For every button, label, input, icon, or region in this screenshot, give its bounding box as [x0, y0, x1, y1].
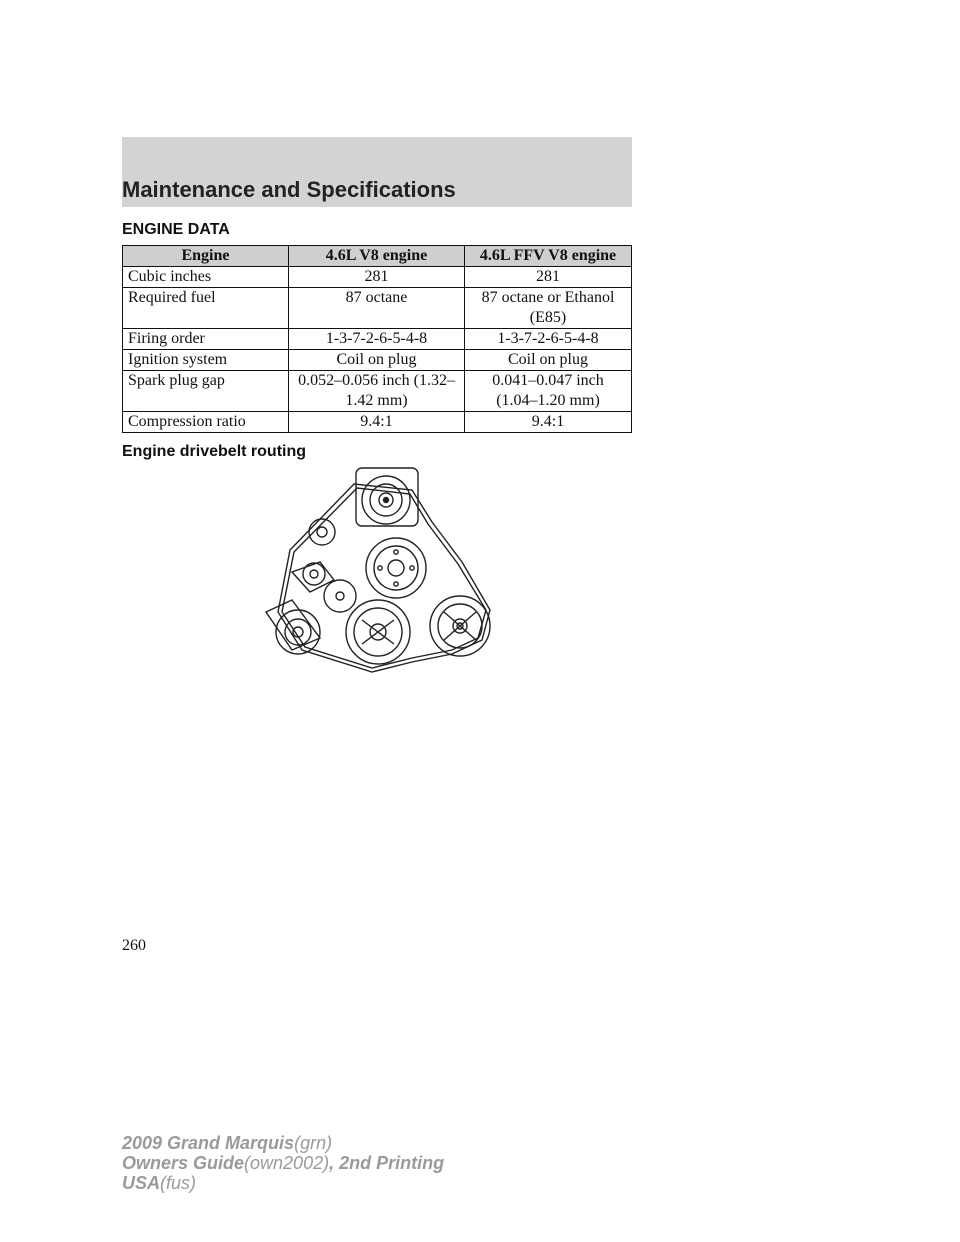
table-cell: 1-3-7-2-6-5-4-8: [465, 329, 632, 350]
table-cell: 0.041–0.047 inch (1.04–1.20 mm): [465, 371, 632, 412]
table-cell: 9.4:1: [289, 412, 465, 433]
idler-pulley-lower: [324, 580, 356, 612]
table-row: [123, 329, 632, 350]
table-cell: 281: [465, 267, 632, 288]
table-header-cell: 4.6L FFV V8 engine: [465, 246, 632, 267]
table-header-cell: Engine: [123, 246, 289, 267]
table-cell: 281: [289, 267, 465, 288]
table-row: [123, 412, 632, 433]
table-cell: Coil on plug: [289, 350, 465, 371]
table-cell: 1-3-7-2-6-5-4-8: [289, 329, 465, 350]
water-pump-pulley: [366, 538, 426, 598]
header-band: [122, 137, 632, 207]
footer-line-1: [122, 1133, 444, 1153]
table-cell: 0.052–0.056 inch (1.32–1.42 mm): [289, 371, 465, 412]
footer-line-3: [122, 1173, 444, 1193]
table-cell: Spark plug gap: [123, 371, 289, 412]
table-cell: Coil on plug: [465, 350, 632, 371]
document-footer: [122, 1133, 444, 1193]
page-header-title: Maintenance and Specifications: [122, 177, 456, 202]
table-cell: 9.4:1: [465, 412, 632, 433]
alternator-pulley: [356, 468, 418, 526]
footer-model: 2009 Grand Marquis: [122, 1133, 295, 1153]
table-header-row: [123, 246, 632, 267]
engine-data-table: [122, 245, 632, 433]
table-cell: Ignition system: [123, 350, 289, 371]
drivebelt-routing-title: Engine drivebelt routing: [122, 443, 307, 460]
table-cell: Firing order: [123, 329, 289, 350]
table-header-cell: 4.6L V8 engine: [289, 246, 465, 267]
drivebelt: [278, 484, 490, 672]
table-cell: Cubic inches: [123, 267, 289, 288]
table-row: [123, 267, 632, 288]
footer-line-2: [122, 1153, 444, 1173]
drivebelt-routing-diagram: [262, 462, 498, 676]
footer-market-code: (fus): [160, 1173, 197, 1193]
table-cell: 87 octane: [289, 288, 465, 329]
page-number: 260: [122, 937, 146, 954]
footer-market: USA: [122, 1173, 161, 1193]
table-row: [123, 350, 632, 371]
footer-model-code: (grn): [294, 1133, 333, 1153]
section-title: ENGINE DATA: [122, 221, 230, 238]
footer-guide-code: (own2002): [244, 1153, 330, 1173]
table-cell: 87 octane or Ethanol (E85): [465, 288, 632, 329]
table-row: [123, 288, 632, 329]
footer-printing: , 2nd Printing: [329, 1153, 445, 1173]
table-cell: Required fuel: [123, 288, 289, 329]
table-cell: Compression ratio: [123, 412, 289, 433]
crankshaft-pulley: [346, 600, 410, 664]
table-row: [123, 371, 632, 412]
belt-tensioner: [292, 562, 334, 592]
power-steering-pulley: [266, 600, 320, 654]
footer-guide: Owners Guide: [122, 1153, 245, 1173]
